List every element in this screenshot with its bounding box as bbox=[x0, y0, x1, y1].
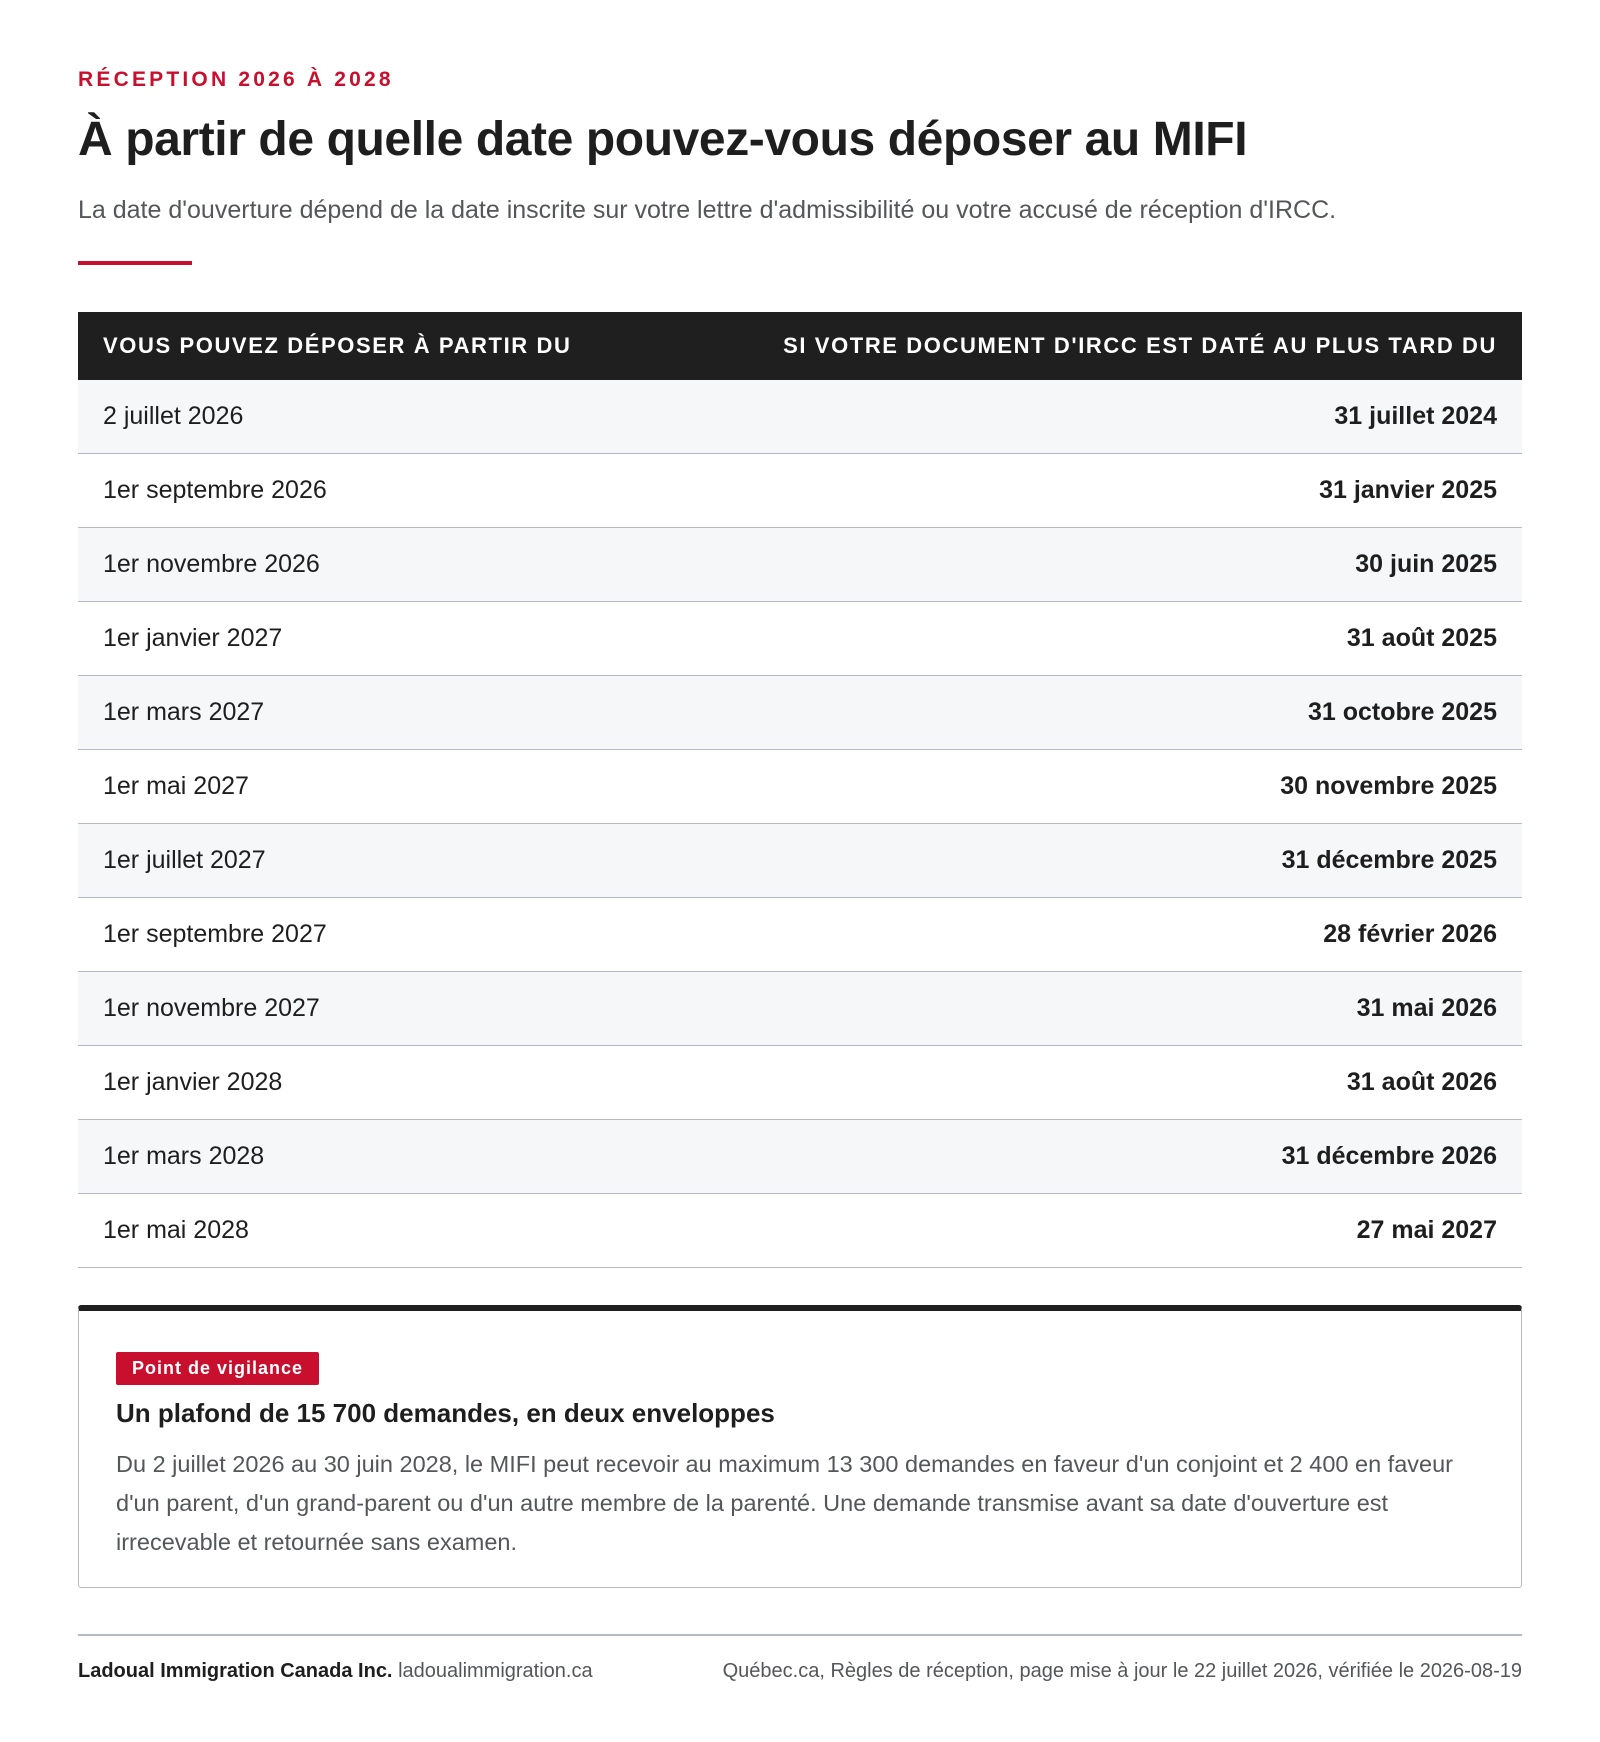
document-deadline-cell: 31 décembre 2026 bbox=[1281, 1142, 1497, 1170]
open-date-cell: 1er septembre 2026 bbox=[103, 476, 327, 504]
callout-body: Du 2 juillet 2026 au 30 juin 2028, le MIFI peut recevoir au maximum 13 300 demandes en faveur d'un conjoint et 2 400 en faveur d'un parent, d'un grand-parent ou d'un autre membre de la parenté. Une demande transmise avant sa date d'ouverture est irrecevable et retournée sans examen. bbox=[116, 1451, 1453, 1555]
table-row bbox=[78, 1120, 1522, 1194]
document-deadline-cell: 31 janvier 2025 bbox=[1319, 476, 1497, 504]
document-deadline-cell: 31 décembre 2025 bbox=[1281, 846, 1497, 874]
open-date-cell: 2 juillet 2026 bbox=[103, 402, 244, 430]
document-deadline-cell: 31 août 2025 bbox=[1346, 624, 1497, 652]
column-header-open-date: VOUS POUVEZ DÉPOSER À PARTIR DU bbox=[103, 333, 572, 358]
open-date-cell: 1er mai 2027 bbox=[103, 772, 249, 800]
open-date-cell: 1er novembre 2027 bbox=[103, 994, 320, 1022]
table-row bbox=[78, 380, 1522, 454]
footer-divider bbox=[78, 1634, 1522, 1636]
document-deadline-cell: 31 octobre 2025 bbox=[1308, 698, 1497, 726]
callout-title: Un plafond de 15 700 demandes, en deux enveloppes bbox=[116, 1398, 775, 1428]
document-deadline-cell: 27 mai 2027 bbox=[1356, 1216, 1497, 1244]
open-date-cell: 1er janvier 2027 bbox=[103, 624, 283, 652]
document-deadline-cell: 31 mai 2026 bbox=[1356, 994, 1497, 1022]
table-body bbox=[78, 380, 1522, 1268]
eyebrow-label: RÉCEPTION 2026 À 2028 bbox=[78, 68, 394, 91]
open-date-cell: 1er mars 2028 bbox=[103, 1142, 265, 1170]
open-date-cell: 1er septembre 2027 bbox=[103, 920, 327, 948]
table-row bbox=[78, 602, 1522, 676]
open-date-cell: 1er mars 2027 bbox=[103, 698, 265, 726]
page-title: À partir de quelle date pouvez-vous déposer au MIFI bbox=[78, 113, 1248, 166]
document-deadline-cell: 28 février 2026 bbox=[1323, 920, 1497, 948]
table-row bbox=[78, 528, 1522, 602]
open-date-cell: 1er novembre 2026 bbox=[103, 550, 320, 578]
company-name: Ladoual Immigration Canada Inc. bbox=[78, 1660, 393, 1682]
column-header-document-date: SI VOTRE DOCUMENT D'IRCC EST DATÉ AU PLUS TARD DU bbox=[783, 333, 1497, 358]
table-row bbox=[78, 1194, 1522, 1268]
table-row bbox=[78, 898, 1522, 972]
table-row bbox=[78, 1046, 1522, 1120]
footer bbox=[78, 1660, 1522, 1683]
table-row bbox=[78, 972, 1522, 1046]
document-deadline-cell: 30 novembre 2025 bbox=[1280, 772, 1497, 800]
document-deadline-cell: 31 juillet 2024 bbox=[1334, 402, 1497, 430]
schedule-table bbox=[78, 312, 1522, 1268]
table-row bbox=[78, 750, 1522, 824]
table-row bbox=[78, 676, 1522, 750]
open-date-cell: 1er janvier 2028 bbox=[103, 1068, 283, 1096]
document-deadline-cell: 31 août 2026 bbox=[1346, 1068, 1497, 1096]
table-header bbox=[78, 312, 1522, 380]
vigilance-callout bbox=[78, 1305, 1522, 1588]
page-subtitle: La date d'ouverture dépend de la date inscrite sur votre lettre d'admissibilité ou votre accusé de réception d'IRCC. bbox=[78, 196, 1337, 224]
document-deadline-cell: 30 juin 2025 bbox=[1355, 550, 1497, 578]
footer-source: Québec.ca, Règles de réception, page mise à jour le 22 juillet 2026, vérifiée le 2026-08-19 bbox=[722, 1660, 1522, 1682]
table-row bbox=[78, 454, 1522, 528]
open-date-cell: 1er juillet 2027 bbox=[103, 846, 266, 874]
footer-brand bbox=[78, 1660, 593, 1683]
table-row bbox=[78, 824, 1522, 898]
accent-divider bbox=[78, 261, 192, 265]
open-date-cell: 1er mai 2028 bbox=[103, 1216, 249, 1244]
vigilance-badge: Point de vigilance bbox=[116, 1352, 319, 1385]
company-website: ladoualimmigration.ca bbox=[398, 1660, 593, 1682]
